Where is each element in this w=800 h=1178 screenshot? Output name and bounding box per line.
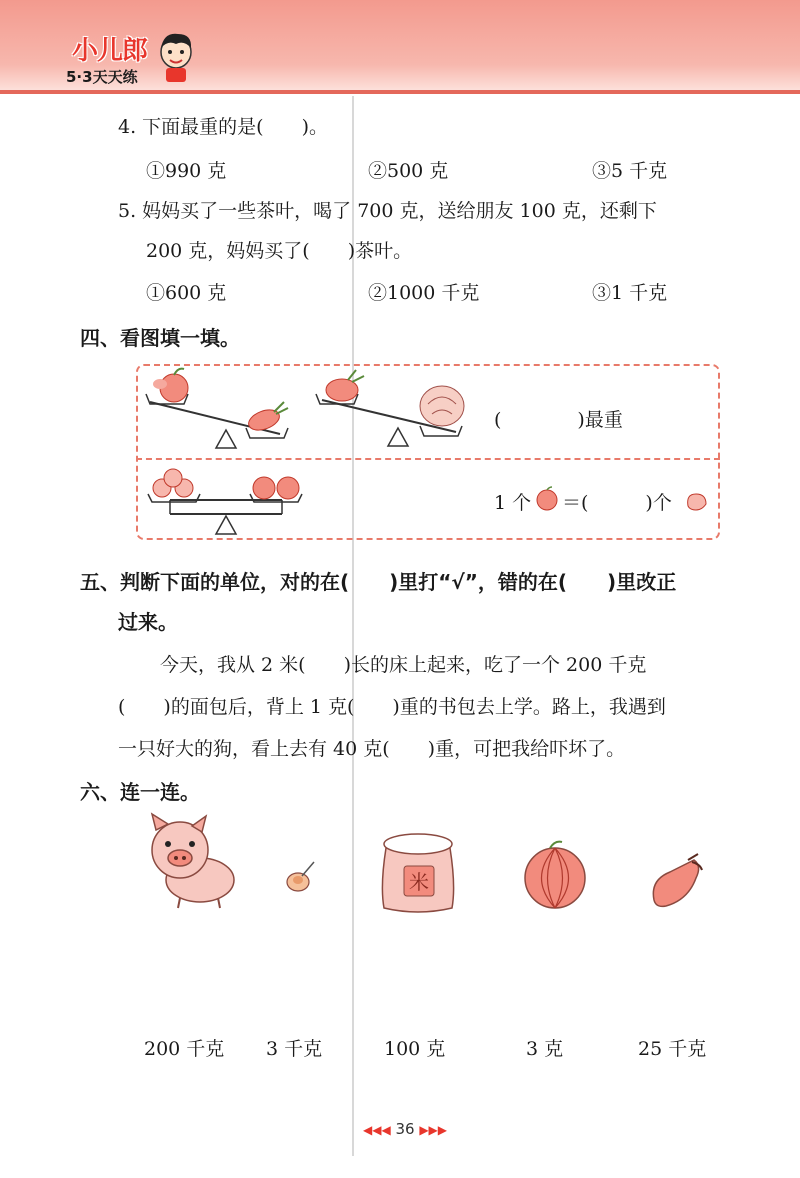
equiv-lead: 1 个 bbox=[494, 492, 532, 514]
watermelon-icon[interactable] bbox=[522, 836, 588, 912]
weight-label-3[interactable]: 100 克 bbox=[384, 1038, 446, 1060]
q4-option-3: ③5 千克 bbox=[592, 160, 668, 182]
section5-para-line3: 一只好大的狗，看上去有 40 克( )重，可把我给吓坏了。 bbox=[118, 738, 626, 760]
q5-question-line1: 5. 妈妈买了一些茶叶，喝了 700 克，送给朋友 100 克，还剩下 bbox=[118, 200, 657, 222]
section5-para-line2: ( )的面包后，背上 1 克( )重的书包去上学。路上，我遇到 bbox=[118, 696, 666, 718]
q4-option-1: ①990 克 bbox=[146, 160, 227, 182]
q4-option-2: ②500 克 bbox=[368, 160, 449, 182]
left-arrows-icon: ◀◀◀ bbox=[362, 1123, 391, 1137]
header-divider bbox=[0, 90, 800, 94]
pig-icon[interactable] bbox=[140, 810, 240, 910]
q5-question-line2: 200 克，妈妈买了( )茶叶。 bbox=[146, 240, 413, 262]
apple-icon bbox=[534, 486, 560, 512]
equiv-blank[interactable]: ＝( )个 bbox=[562, 492, 672, 514]
section6-title: 六、连一连。 bbox=[80, 780, 200, 804]
brand-logo bbox=[66, 30, 196, 90]
weight-label-2[interactable]: 3 千克 bbox=[266, 1038, 323, 1060]
thumbtack-icon[interactable] bbox=[284, 856, 320, 896]
weight-label-1[interactable]: 200 千克 bbox=[144, 1038, 225, 1060]
section4-title: 四、看图填一填。 bbox=[80, 326, 240, 350]
page-footer bbox=[340, 1120, 470, 1138]
rice-sack-icon[interactable] bbox=[376, 826, 460, 916]
section5-title-line2: 过来。 bbox=[118, 610, 178, 634]
brand-title: 小儿郎 bbox=[72, 36, 148, 66]
mascot-boy-icon bbox=[158, 30, 194, 84]
q5-option-1: ①600 克 bbox=[146, 282, 227, 304]
scale-apple-vs-radish bbox=[146, 369, 288, 448]
scale-peaches-vs-apples bbox=[148, 469, 302, 534]
section5-para-line1: 今天，我从 2 米( )长的床上起来，吃了一个 200 千克 bbox=[160, 654, 647, 676]
weight-label-4[interactable]: 3 克 bbox=[526, 1038, 564, 1060]
q5-option-3: ③1 千克 bbox=[592, 282, 668, 304]
peach-icon bbox=[684, 488, 710, 512]
weight-label-5[interactable]: 25 千克 bbox=[638, 1038, 707, 1060]
page-number: 36 bbox=[395, 1120, 415, 1138]
right-arrows-icon: ▶▶▶ bbox=[419, 1123, 448, 1137]
eggplant-icon[interactable] bbox=[646, 850, 706, 910]
q4-question: 4. 下面最重的是( )。 bbox=[118, 116, 328, 138]
section5-title-line1: 五、判断下面的单位，对的在( )里打“√”，错的在( )里改正 bbox=[80, 570, 677, 594]
heaviest-blank[interactable]: ( )最重 bbox=[494, 409, 623, 431]
q5-option-2: ②1000 千克 bbox=[368, 282, 480, 304]
scale-radish-vs-cabbage bbox=[316, 370, 464, 446]
rice-label: 米 bbox=[409, 870, 429, 894]
brand-series: 5·3天天练 bbox=[66, 68, 138, 86]
